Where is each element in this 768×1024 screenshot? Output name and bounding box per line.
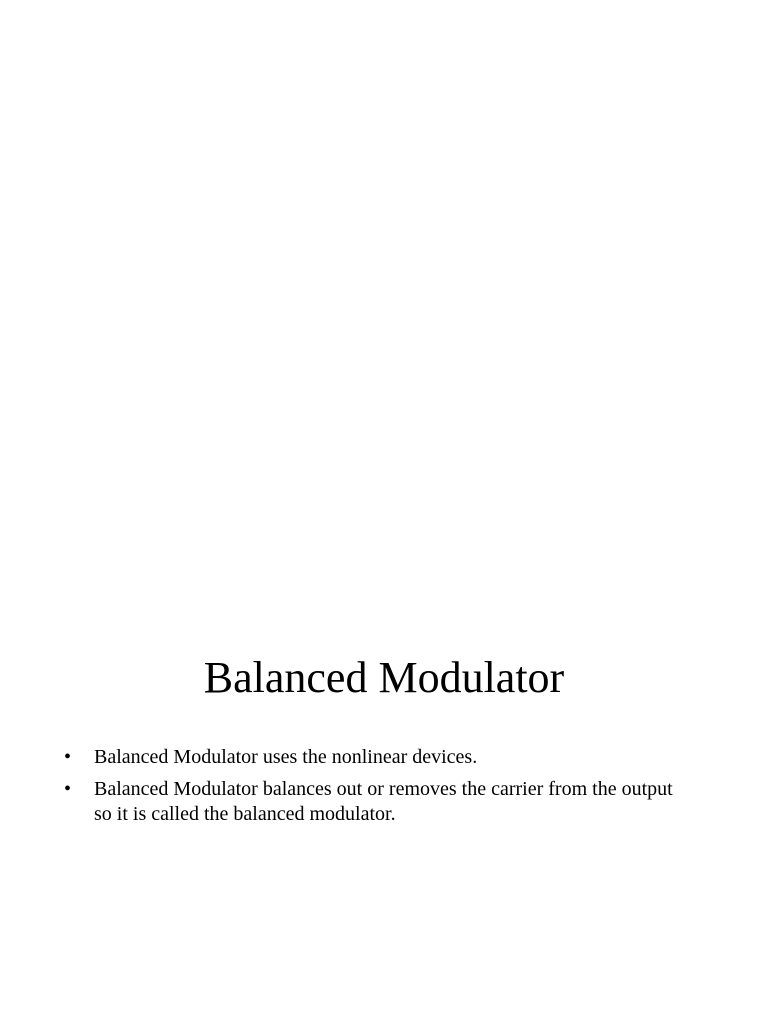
- bullet-text: Balanced Modulator balances out or removes the carrier from the output so it is called the balanced modulator.: [94, 778, 673, 825]
- slide-title: Balanced Modulator: [203, 653, 565, 702]
- bullet-icon: •: [64, 778, 72, 800]
- bullet-item-1: [64, 745, 684, 770]
- bullet-text: Balanced Modulator uses the nonlinear devices.: [94, 746, 478, 768]
- bullet-list: [64, 745, 684, 834]
- bullet-item-2: [64, 777, 684, 827]
- bullet-icon: •: [64, 746, 72, 768]
